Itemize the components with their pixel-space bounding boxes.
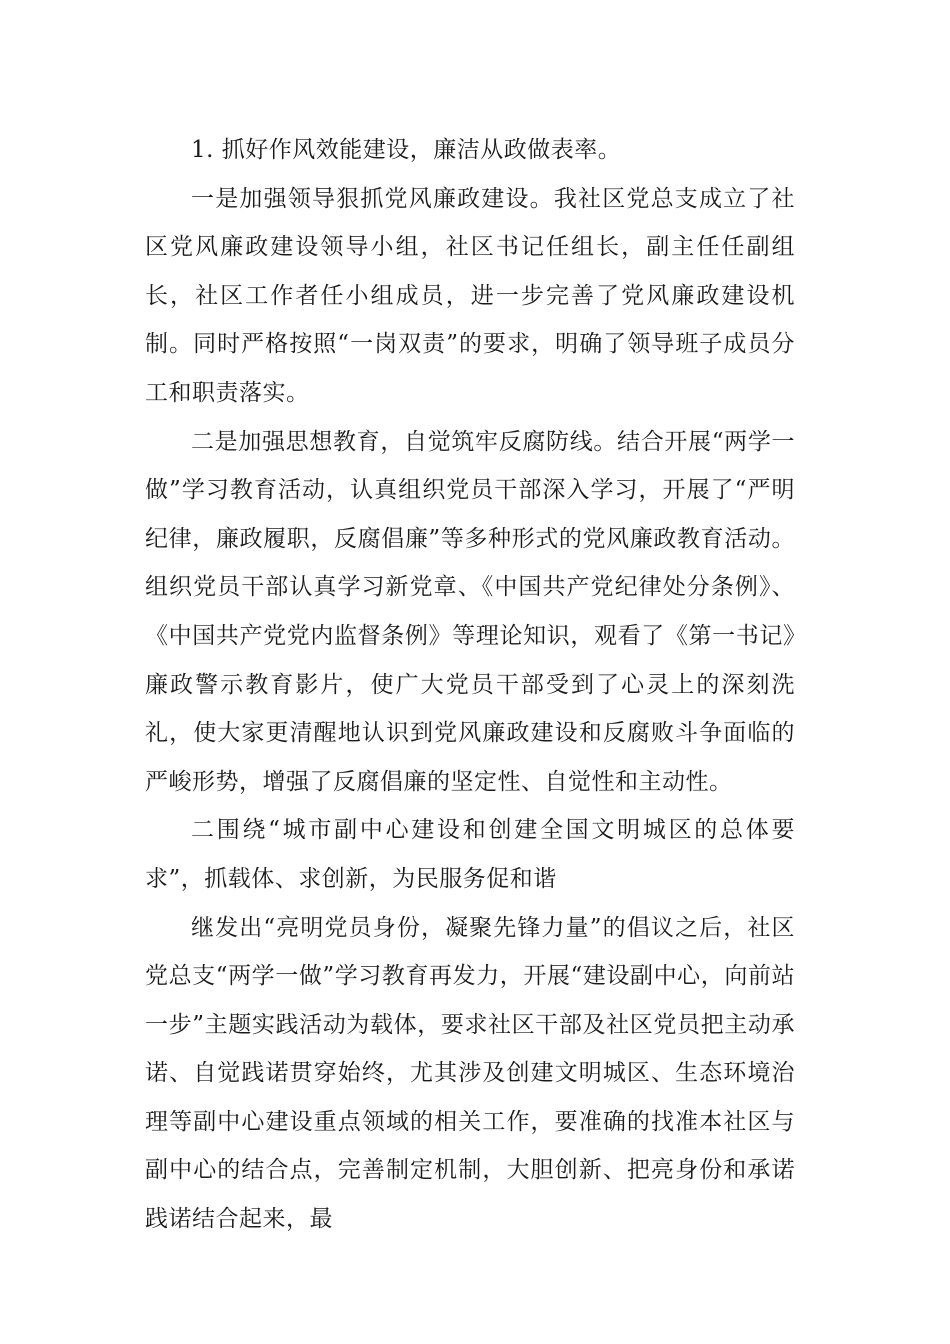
paragraph-practice-activity: 继发出“亮明党员身份，凝聚先锋力量”的倡议之后，社区党总支“两学一做”学习教育再发力，开展“建设副中心，向前站一步”主题实践活动为载体，要求社区干部及社区党员把主动承诺、自觉践诺贯穿始终，尤其涉及创建文明城区、生态环境治理等副中心建设重点领域的相关工作，要准确的找准本社区与副中心的结合点，完善制定机制，大胆创新、把亮身份和承诺践诺结合起来，最 [145,914,795,1233]
paragraph-ideological-education: 二是加强思想教育，自觉筑牢反腐防线。结合开展“两学一做”学习教育活动，认真组织党员干部深入学习，开展了“严明纪律，廉政履职，反腐倡廉”等多种形式的党风廉政教育活动。组织党员干部认真学习新党章、《中国共产党纪律处分条例》、《中国共产党党内监督条例》等理论知识，观看了《第一书记》廉政警示教育影片，使广大党员干部受到了心灵上的深刻洗礼，使大家更清醒地认识到党风廉政建设和反腐败斗争面临的严峻形势，增强了反腐倡廉的坚定性、自觉性和主动性。 [145,428,795,795]
section-heading-sub-center: 二围绕“城市副中心建设和创建全国文明城区的总体要求”，抓载体、求创新，为民服务促和谐 [145,817,795,892]
document-body [145,126,795,1244]
section-heading: 1. 抓好作风效能建设，廉洁从政做表率。 [191,137,622,163]
paragraph-party-building: 一是加强领导狠抓党风廉政建设。我社区党总支成立了社区党风廉政建设领导小组，社区书记任组长，副主任任副组长，社区工作者任小组成员，进一步完善了党风廉政建设机制。同时严格按照“一岗双责”的要求，明确了领导班子成员分工和职责落实。 [145,185,795,406]
